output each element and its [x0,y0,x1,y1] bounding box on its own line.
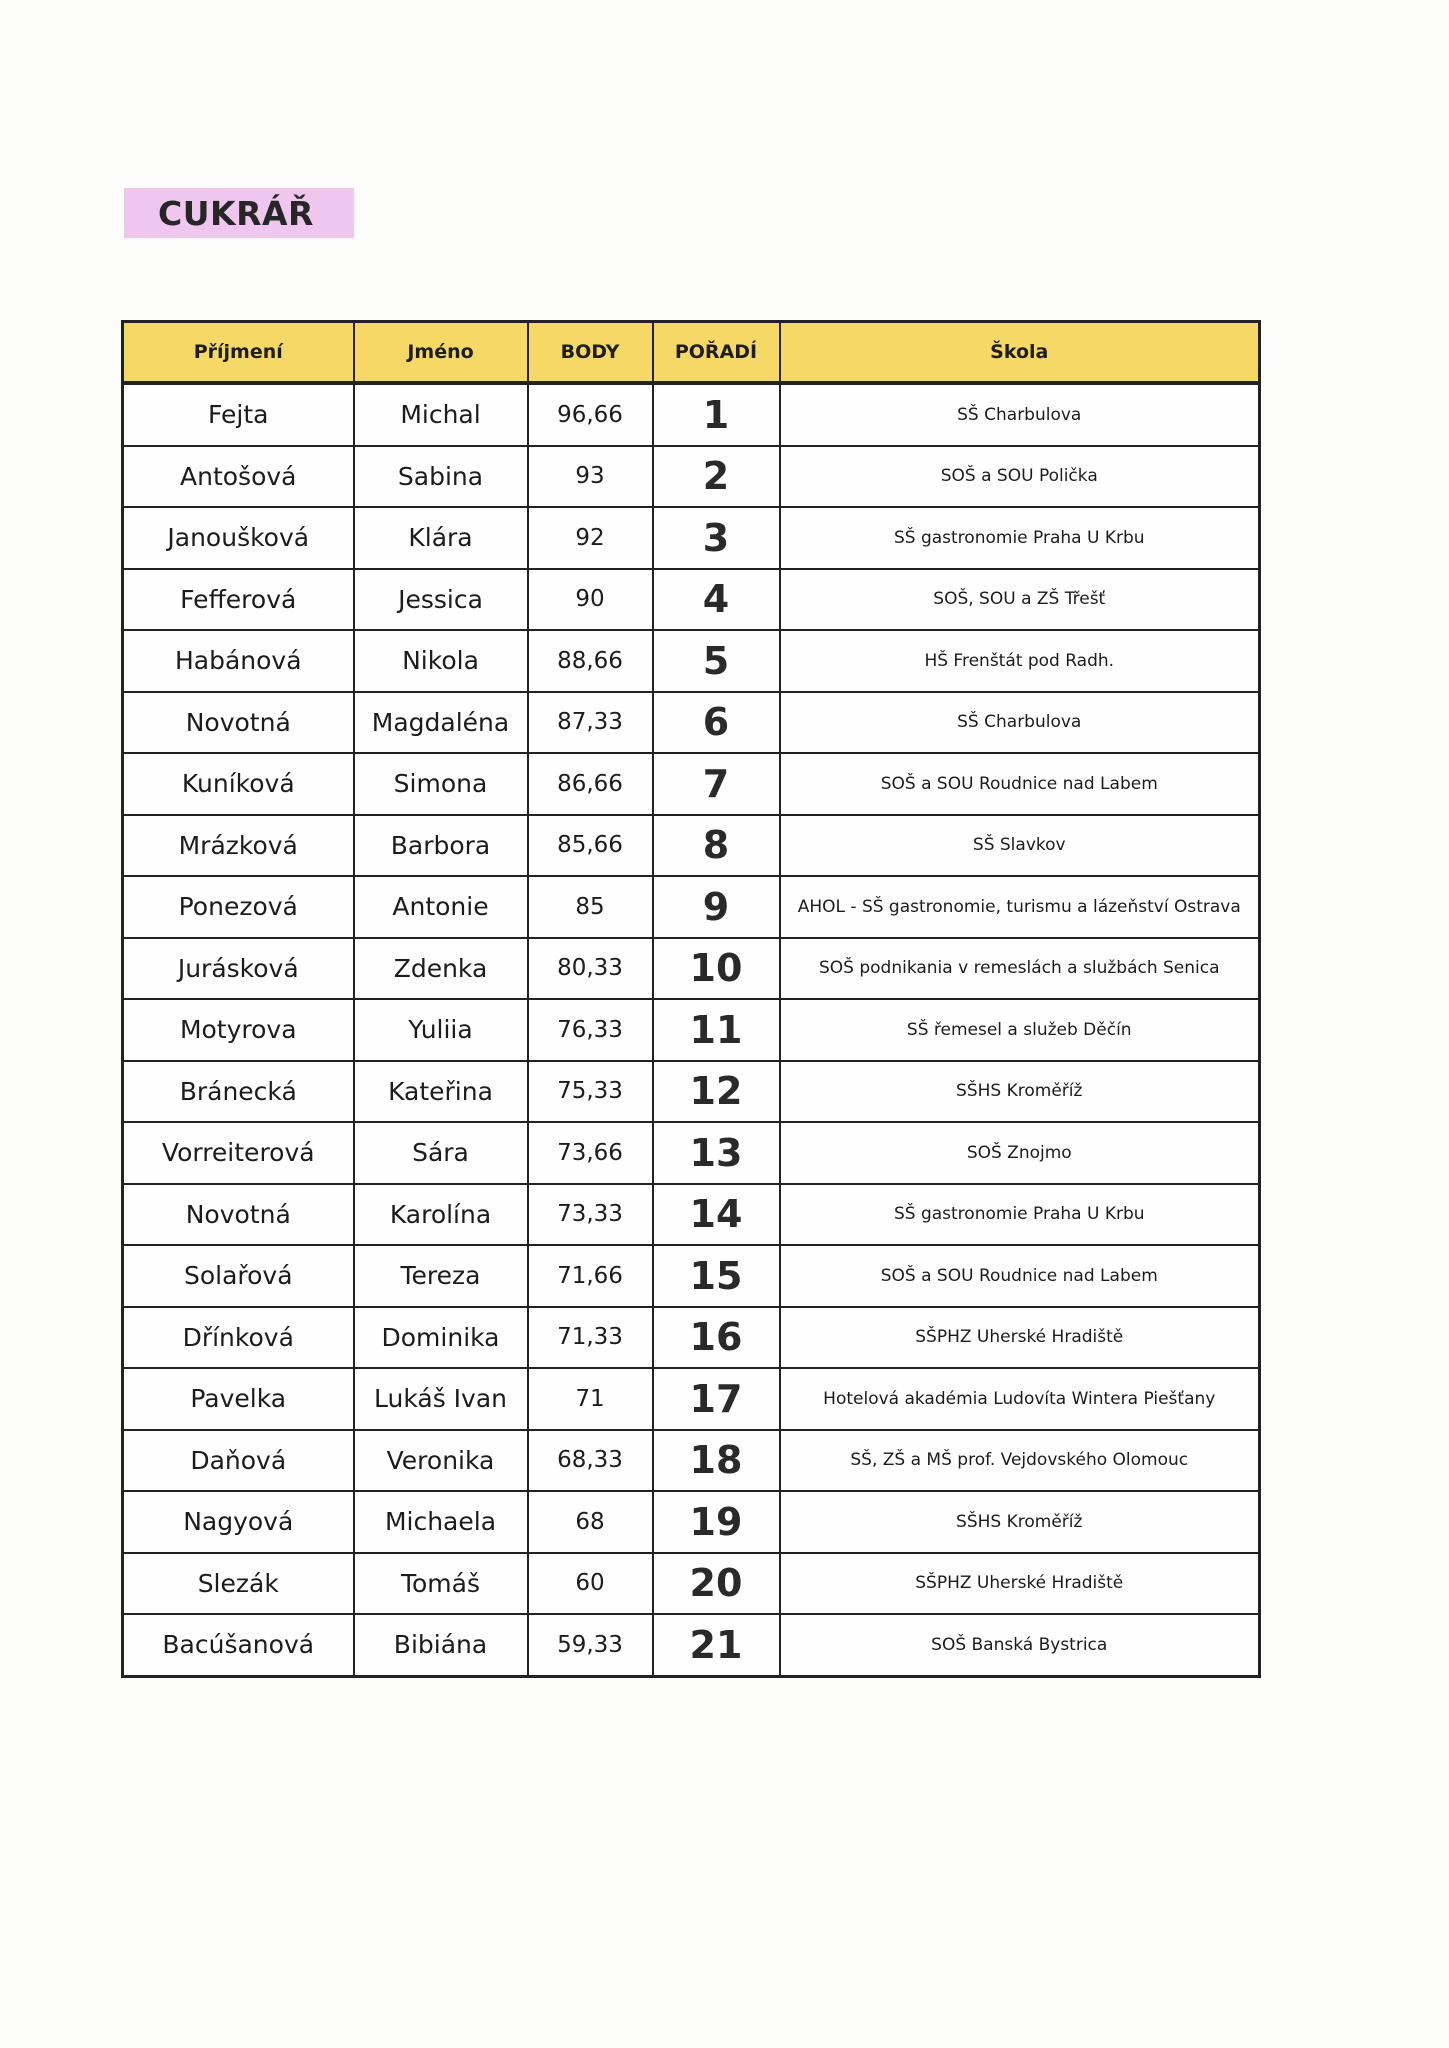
table-row [123,876,1260,938]
firstname-cell: Jessica [354,569,528,631]
surname-cell: Bránecká [123,1061,354,1123]
firstname-cell: Tereza [354,1245,528,1307]
school-cell: SOŠ a SOU Polička [780,446,1260,508]
points-cell: 71,66 [528,1245,653,1307]
surname-cell: Novotná [123,1184,354,1246]
rank-cell: 4 [653,569,780,631]
rank-cell: 1 [653,383,780,446]
school-cell: SŠ Charbulova [780,692,1260,754]
surname-cell: Kuníková [123,753,354,815]
school-cell: SŠ, ZŠ a MŠ prof. Vejdovského Olomouc [780,1430,1260,1492]
school-cell: SOŠ a SOU Roudnice nad Labem [780,753,1260,815]
table-row [123,507,1260,569]
school-cell: SOŠ Znojmo [780,1122,1260,1184]
table-row [123,1430,1260,1492]
points-cell: 71 [528,1368,653,1430]
table-row [123,753,1260,815]
surname-cell: Motyrova [123,999,354,1061]
points-cell: 96,66 [528,383,653,446]
firstname-cell: Michaela [354,1491,528,1553]
rank-cell: 17 [653,1368,780,1430]
table-row [123,1368,1260,1430]
school-cell: SŠ Charbulova [780,383,1260,446]
firstname-cell: Klára [354,507,528,569]
table-header [123,322,1260,384]
table-row [123,1184,1260,1246]
rank-cell: 9 [653,876,780,938]
points-cell: 75,33 [528,1061,653,1123]
school-cell: SŠ Slavkov [780,815,1260,877]
firstname-cell: Kateřina [354,1061,528,1123]
points-cell: 68,33 [528,1430,653,1492]
rank-cell: 11 [653,999,780,1061]
points-cell: 60 [528,1553,653,1615]
surname-cell: Fefferová [123,569,354,631]
school-cell: SŠHS Kroměříž [780,1491,1260,1553]
table-row [123,1061,1260,1123]
points-cell: 80,33 [528,938,653,1000]
firstname-cell: Lukáš Ivan [354,1368,528,1430]
surname-cell: Slezák [123,1553,354,1615]
rank-cell: 19 [653,1491,780,1553]
school-cell: SŠ gastronomie Praha U Krbu [780,507,1260,569]
table-row [123,446,1260,508]
table-body [123,383,1260,1676]
header-row [123,322,1260,384]
surname-cell: Jurásková [123,938,354,1000]
table-row [123,1245,1260,1307]
firstname-cell: Tomáš [354,1553,528,1615]
points-cell: 88,66 [528,630,653,692]
rank-cell: 13 [653,1122,780,1184]
column-header-firstname: Jméno [354,322,528,384]
firstname-cell: Simona [354,753,528,815]
firstname-cell: Veronika [354,1430,528,1492]
school-cell: SŠ gastronomie Praha U Krbu [780,1184,1260,1246]
table-row [123,938,1260,1000]
rank-cell: 5 [653,630,780,692]
surname-cell: Novotná [123,692,354,754]
firstname-cell: Sára [354,1122,528,1184]
points-cell: 85,66 [528,815,653,877]
firstname-cell: Sabina [354,446,528,508]
points-cell: 85 [528,876,653,938]
table-row [123,1614,1260,1676]
points-cell: 68 [528,1491,653,1553]
firstname-cell: Zdenka [354,938,528,1000]
results-table [121,320,1261,1678]
rank-cell: 6 [653,692,780,754]
table-row [123,630,1260,692]
firstname-cell: Yuliia [354,999,528,1061]
points-cell: 93 [528,446,653,508]
school-cell: SŠPHZ Uherské Hradiště [780,1307,1260,1369]
table-row [123,569,1260,631]
table-row [123,1491,1260,1553]
points-cell: 87,33 [528,692,653,754]
points-cell: 92 [528,507,653,569]
category-title: CUKRÁŘ [158,193,314,233]
table-row [123,383,1260,446]
rank-cell: 2 [653,446,780,508]
firstname-cell: Dominika [354,1307,528,1369]
column-header-rank: POŘADÍ [653,322,780,384]
rank-cell: 12 [653,1061,780,1123]
surname-cell: Janoušková [123,507,354,569]
table-row [123,1122,1260,1184]
column-header-points: BODY [528,322,653,384]
surname-cell: Dřínková [123,1307,354,1369]
points-cell: 90 [528,569,653,631]
firstname-cell: Magdaléna [354,692,528,754]
surname-cell: Fejta [123,383,354,446]
school-cell: AHOL - SŠ gastronomie, turismu a lázeňství Ostrava [780,876,1260,938]
surname-cell: Habánová [123,630,354,692]
school-cell: Hotelová akadémia Ludovíta Wintera Piešťany [780,1368,1260,1430]
school-cell: SOŠ Banská Bystrica [780,1614,1260,1676]
school-cell: SOŠ a SOU Roudnice nad Labem [780,1245,1260,1307]
table-row [123,999,1260,1061]
rank-cell: 8 [653,815,780,877]
firstname-cell: Michal [354,383,528,446]
rank-cell: 3 [653,507,780,569]
school-cell: SŠPHZ Uherské Hradiště [780,1553,1260,1615]
rank-cell: 10 [653,938,780,1000]
firstname-cell: Karolína [354,1184,528,1246]
points-cell: 73,33 [528,1184,653,1246]
rank-cell: 16 [653,1307,780,1369]
column-header-surname: Příjmení [123,322,354,384]
category-title-box [124,188,354,238]
surname-cell: Mrázková [123,815,354,877]
firstname-cell: Bibiána [354,1614,528,1676]
rank-cell: 18 [653,1430,780,1492]
surname-cell: Bacúšanová [123,1614,354,1676]
firstname-cell: Barbora [354,815,528,877]
table-row [123,692,1260,754]
points-cell: 59,33 [528,1614,653,1676]
table-row [123,1307,1260,1369]
surname-cell: Solařová [123,1245,354,1307]
rank-cell: 7 [653,753,780,815]
rank-cell: 20 [653,1553,780,1615]
surname-cell: Nagyová [123,1491,354,1553]
school-cell: SŠHS Kroměříž [780,1061,1260,1123]
rank-cell: 15 [653,1245,780,1307]
surname-cell: Daňová [123,1430,354,1492]
surname-cell: Antošová [123,446,354,508]
school-cell: SOŠ podnikania v remeslách a službách Senica [780,938,1260,1000]
rank-cell: 14 [653,1184,780,1246]
points-cell: 73,66 [528,1122,653,1184]
school-cell: SOŠ, SOU a ZŠ Třešť [780,569,1260,631]
points-cell: 71,33 [528,1307,653,1369]
firstname-cell: Antonie [354,876,528,938]
table-row [123,815,1260,877]
school-cell: SŠ řemesel a služeb Děčín [780,999,1260,1061]
surname-cell: Pavelka [123,1368,354,1430]
points-cell: 86,66 [528,753,653,815]
column-header-school: Škola [780,322,1260,384]
school-cell: HŠ Frenštát pod Radh. [780,630,1260,692]
points-cell: 76,33 [528,999,653,1061]
surname-cell: Ponezová [123,876,354,938]
surname-cell: Vorreiterová [123,1122,354,1184]
rank-cell: 21 [653,1614,780,1676]
table-row [123,1553,1260,1615]
firstname-cell: Nikola [354,630,528,692]
